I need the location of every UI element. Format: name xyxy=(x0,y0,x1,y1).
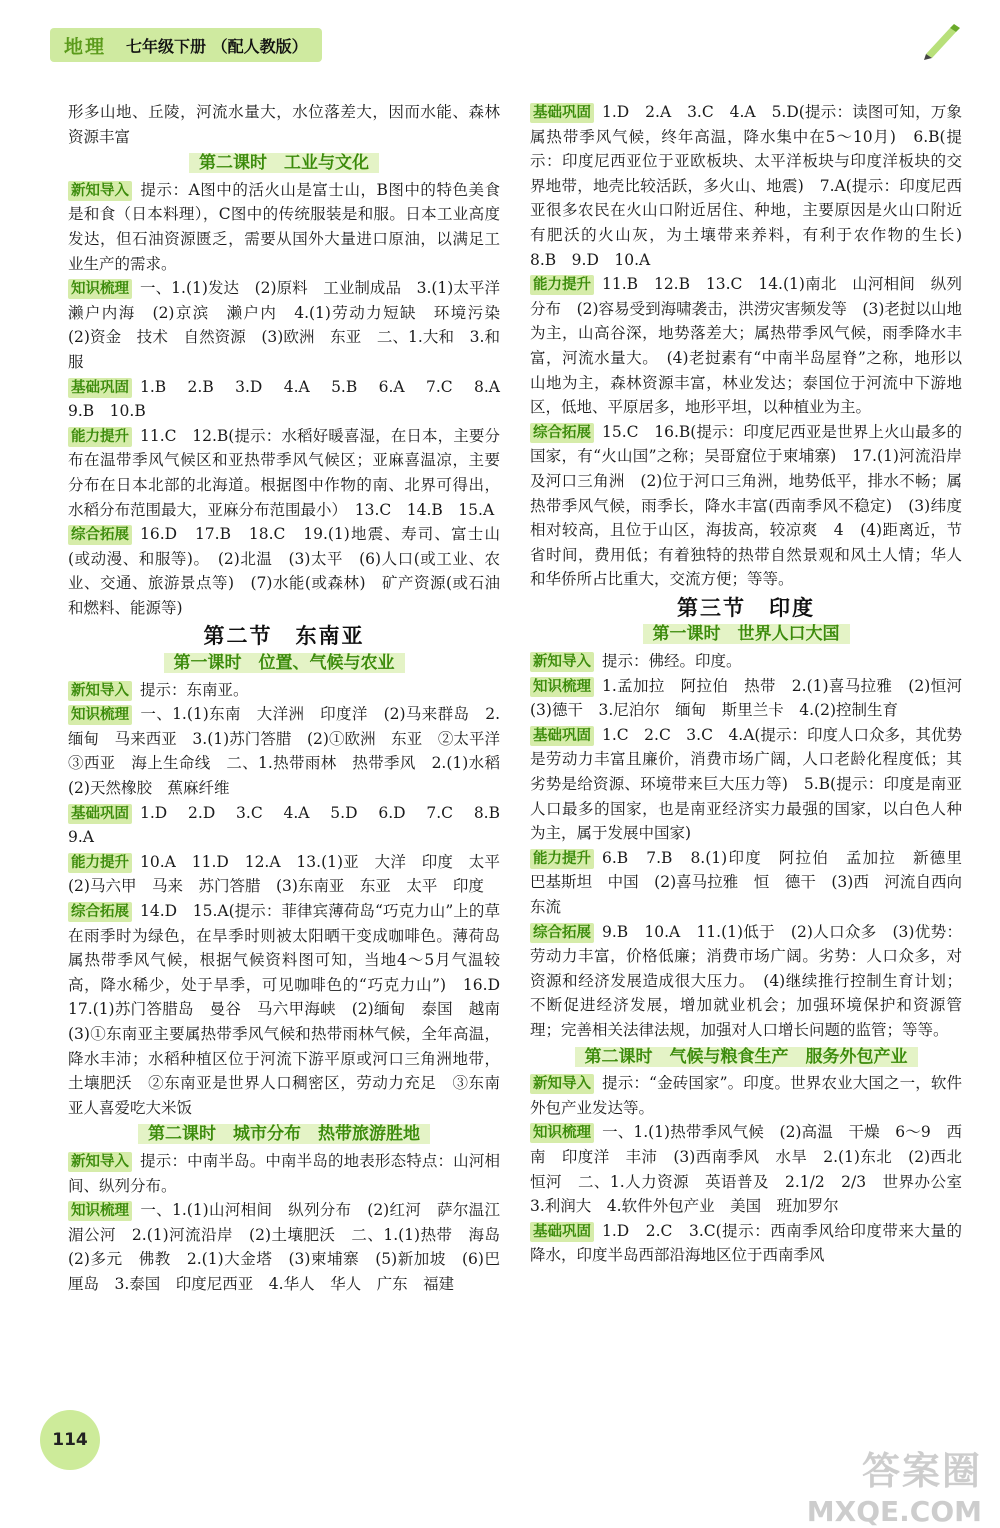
answer-paragraph xyxy=(530,1071,962,1120)
answer-paragraph xyxy=(530,420,962,592)
section-tag: 新知导入 xyxy=(68,681,132,701)
section-tag: 基础巩固 xyxy=(68,378,132,398)
answer-text: 一、1.(1)山河相间 纵列分布 (2)红河 萨尔温江 湄公河 2.(1)河流沿岸 (2)土壤肥沃 二、1.(1)热带 海岛 (2)多元 佛教 2.(1)大金塔 (3)柬埔寨 (5)新加坡 (6)巴厘岛 3.泰国 印度尼西亚 4.华人 华人 广东 福建 xyxy=(68,1201,516,1293)
right-column xyxy=(530,100,978,1268)
section-tag: 能力提升 xyxy=(530,849,594,869)
answer-text: 10.A 11.D 12.A 13.(1)亚 大洋 印度 太平 (2)马六甲 马来 苏门答腊 (3)东南亚 东亚 太平 印度 xyxy=(68,852,516,896)
answer-text: 6.B 7.B 8.(1)印度 阿拉伯 孟加拉 新德里 巴基斯坦 中国 (2)喜马拉雅 恒 德干 (3)西 河流自西向东流 xyxy=(530,848,978,916)
section-tag: 知识梳理 xyxy=(68,279,132,299)
answer-text: 1.D 2.A 3.C 4.A 5.D(提示：读图可知，万象属热带季风气候，终年高温，降水集中在5～10月) 6.B(提示：印度尼西亚位于亚欧板块、太平洋板块与印度洋板块的交界地带，地壳比较活跃，多火山、地震) 7.A(提示：印度尼西亚很多农民在火山口附近居住、种地，主要原因是火山口附近有肥沃的火山灰，为土壤带来养料，有利于农作物的生长) 8.B 9.D 10.A xyxy=(530,103,978,269)
answer-paragraph xyxy=(68,1149,500,1198)
answer-paragraph xyxy=(68,522,500,620)
answer-text: 15.C 16.B(提示：印度尼西亚是世界上火山最多的国家，有“火山国”之称；吴哥窟位于柬埔寨) 17.(1)河流沿岸及河口三角洲 (2)位于河口三角洲，地势低平，排水不畅；属热带季风气候，雨季长，降水丰富(西南季风不稳定) (3)纬度相对较高，且位于山区，海拔高，较凉爽 4 (4)距离近，节省时间，费用低；有着独特的热带自然景观和风土人情；华人和华侨所占比重大，交流方便；等等。 xyxy=(530,422,962,589)
section-tag: 能力提升 xyxy=(530,275,594,295)
answer-text: 1.B 2.B 3.D 4.A 5.B 6.A 7.C 8.A 9.B 10.B xyxy=(68,377,516,421)
answer-paragraph xyxy=(68,424,500,522)
subject-label: 地理 xyxy=(64,35,107,58)
answer-text: 形多山地、丘陵，河流水量大，水位落差大，因而水能、森林资源丰富 xyxy=(68,103,500,146)
section-title: 第三节 印度 xyxy=(677,594,815,620)
page-number: 114 xyxy=(40,1410,100,1470)
section-tag: 基础巩固 xyxy=(68,804,132,824)
answer-paragraph xyxy=(68,702,516,800)
lesson-title xyxy=(68,1122,500,1147)
answer-text: 11.C 12.B(提示：水稻好暖喜湿，在日本，主要分布在温带季风气候区和亚热带季风气候区；亚麻喜温凉，主要分布在日本北部的北海道。根据图中作物的南、北界可得出，水稻分布范围最大，亚麻分布范围最小） 13.C 14.B 15.A xyxy=(68,426,500,519)
lesson-title-text: 第一课时 世界人口大国 xyxy=(643,624,850,644)
answer-text: 提示：佛经。印度。 xyxy=(602,652,742,671)
left-column xyxy=(68,100,516,1297)
answer-text: 1.孟加拉 阿拉伯 热带 2.(1)喜马拉雅 (2)恒河 (3)德干 3.尼泊尔 缅甸 斯里兰卡 4.(2)控制生育 xyxy=(530,676,978,720)
book-title: 七年级下册 （配人教版） xyxy=(126,36,308,56)
answer-text: 14.D 15.A(提示：菲律宾薄荷岛“巧克力山”上的草在雨季时为绿色，在旱季时则被太阳晒干变成咖啡色。薄荷岛属热带季风气候，根据气候资料图可知，当地4～5月气温较高，降水稀少，处于旱季，可见咖啡色的“巧克力山”) 16.D 17.(1)苏门答腊岛 曼谷 马六甲海峡 (2)缅甸 泰国 越南 (3)①东南亚主要属热带季风气候和热带雨林气候，全年高温，降水丰沛；水稻种植区位于河流下游平原或河口三角洲地带，土壤肥沃 ②东南亚是世界人口稠密区，劳动力充足 ③东南亚人喜爱吃大米饭 xyxy=(68,902,516,1117)
pen-icon xyxy=(920,20,960,60)
section-tag: 能力提升 xyxy=(68,427,132,447)
watermark-line2: MXQE.COM xyxy=(806,1495,982,1528)
section-tag: 综合拓展 xyxy=(530,923,594,943)
answer-paragraph xyxy=(530,100,978,272)
watermark-logo xyxy=(807,1440,982,1528)
lesson-title-text: 第一课时 位置、气候与农业 xyxy=(164,653,405,673)
answer-text: 16.D 17.B 18.C 19.(1)地震、寿司、富士山(或动漫、和服等)。 (2)北温 (3)太平 (6)人口(或工业、农业、交通、旅游景点等) (7)水能(或森林) 矿产资源(或石油和燃料、能源等) xyxy=(68,525,500,617)
answer-text: 一、1.(1)热带季风气候 (2)高温 干燥 6～9 西南 印度洋 丰沛 (3)西南季风 水旱 2.(1)东北 (2)西北 恒河 二、1.人力资源 英语普及 2.1/2 2/3 世界办公室 3.利润大 4.软件外包产业 美国 班加罗尔 xyxy=(530,1123,978,1216)
answer-paragraph xyxy=(530,920,962,1043)
section-tag: 知识梳理 xyxy=(68,1201,132,1221)
section-tag: 基础巩固 xyxy=(530,726,594,746)
lesson-title xyxy=(530,1045,962,1070)
section-tag: 基础巩固 xyxy=(530,1222,594,1242)
answer-text: 提示：A图中的活火山是富士山，B图中的特色美食是和食（日本料理），C图中的传统服装是和服。日本工业高度发达，但石油资源匮乏，需要从国外大量进口原油，以满足工业生产的需求。 xyxy=(68,180,500,273)
answer-paragraph xyxy=(68,678,500,703)
lesson-title-text: 第二课时 工业与文化 xyxy=(189,153,379,173)
answer-text: 1.D 2.C 3.C(提示：西南季风给印度带来大量的降水，印度半岛西部沿海地区位于西南季风 xyxy=(530,1221,962,1265)
answer-text: 1.D 2.D 3.C 4.A 5.D 6.D 7.C 8.B 9.A xyxy=(68,803,516,847)
answer-text: 一、1.(1)发达 (2)原料 工业制成品 3.(1)太平洋 濑户内海 (2)京滨 濑户内 4.(1)劳动力短缺 环境污染 (2)资金 技术 自然资源 (3)欧洲 东亚 二、1.大和 3.和服 xyxy=(68,279,516,371)
section-tag: 新知导入 xyxy=(530,1074,594,1094)
answer-paragraph xyxy=(530,846,978,920)
section-tag: 综合拓展 xyxy=(68,525,132,545)
answer-paragraph xyxy=(68,375,516,424)
page-header xyxy=(50,28,322,62)
section-title: 第二节 东南亚 xyxy=(203,623,365,649)
answer-paragraph xyxy=(530,649,962,674)
section-tag: 新知导入 xyxy=(68,181,132,201)
answer-paragraph xyxy=(68,850,516,899)
section-tag: 知识梳理 xyxy=(530,1123,594,1143)
section-tag: 能力提升 xyxy=(68,853,132,873)
lesson-title xyxy=(68,151,500,176)
answer-paragraph xyxy=(68,276,516,374)
answer-paragraph xyxy=(68,1198,516,1296)
section-tag: 知识梳理 xyxy=(530,677,594,697)
section-tag: 综合拓展 xyxy=(530,423,594,443)
lesson-title-text: 第二课时 气候与粮食生产 服务外包产业 xyxy=(575,1047,918,1067)
answer-paragraph xyxy=(530,674,978,723)
answer-text: 9.B 10.A 11.(1)低于 (2)人口众多 (3)优势：劳动力丰富，价格低廉；消费市场广阔。劣势：人口众多，对资源和经济发展造成很大压力。 (4)继续推行控制生育计划；不断促进经济发展，增加就业机会；加强环境保护和资源管理；完善相关法律法规，加强对人口增长问题的监管；等等。 xyxy=(530,922,962,1039)
lesson-title-text: 第二课时 城市分布 热带旅游胜地 xyxy=(138,1124,430,1144)
answer-text: 提示：“金砖国家”。印度。世界农业大国之一，软件外包产业发达等。 xyxy=(530,1074,962,1117)
answer-text: 一、1.(1)东南 大洋洲 印度洋 (2)马来群岛 2.缅甸 马来西亚 3.(1)苏门答腊 (2)①欧洲 东亚 ②太平洋 ③西亚 海上生命线 二、1.热带雨林 热带季风 2.(1)水稻 (2)天然橡胶 蕉麻纤维 xyxy=(68,705,516,798)
answer-paragraph xyxy=(530,723,962,846)
answer-paragraph xyxy=(68,178,500,276)
section-tag: 基础巩固 xyxy=(530,103,594,123)
answer-paragraph xyxy=(68,899,516,1120)
answer-paragraph xyxy=(530,1120,978,1218)
watermark-line1: 答案圈 xyxy=(861,1449,982,1493)
lesson-title xyxy=(68,651,500,676)
answer-text: 1.C 2.C 3.C 4.A(提示：印度人口众多，其优势是劳动力丰富且廉价，消费市场广阔，人口老龄化程度低；其劣势是给资源、环境带来巨大压力等) 5.B(提示：印度是南亚人口最多的国家，也是南亚经济实力最强的国家，以白色人种为主，属于发展中国家) xyxy=(530,725,962,843)
answer-paragraph xyxy=(68,100,500,149)
section-tag: 新知导入 xyxy=(68,1152,132,1172)
answer-text: 提示：中南半岛。中南半岛的地表形态特点：山河相间、纵列分布。 xyxy=(68,1151,500,1195)
answer-paragraph xyxy=(68,801,516,850)
lesson-title xyxy=(530,622,962,647)
answer-paragraph xyxy=(530,272,962,420)
answer-paragraph xyxy=(530,1219,962,1268)
answer-text: 11.B 12.B 13.C 14.(1)南北 山河相间 纵列分布 (2)容易受到海啸袭击，洪涝灾害频发等 (3)老挝以山地为主，山高谷深，地势落差大；属热带季风气候，雨季降水丰富，河流水量大。 (4)老挝素有“中南半岛屋脊”之称，地形以山地为主，森林资源丰富，林业发达；泰国位于河流中下游地区，低地、平原居多，地形平坦，以种植业为主。 xyxy=(530,275,962,417)
section-tag: 新知导入 xyxy=(530,652,594,672)
answer-text: 提示：东南亚。 xyxy=(140,680,249,699)
section-tag: 知识梳理 xyxy=(68,705,132,725)
section-tag: 综合拓展 xyxy=(68,902,132,922)
